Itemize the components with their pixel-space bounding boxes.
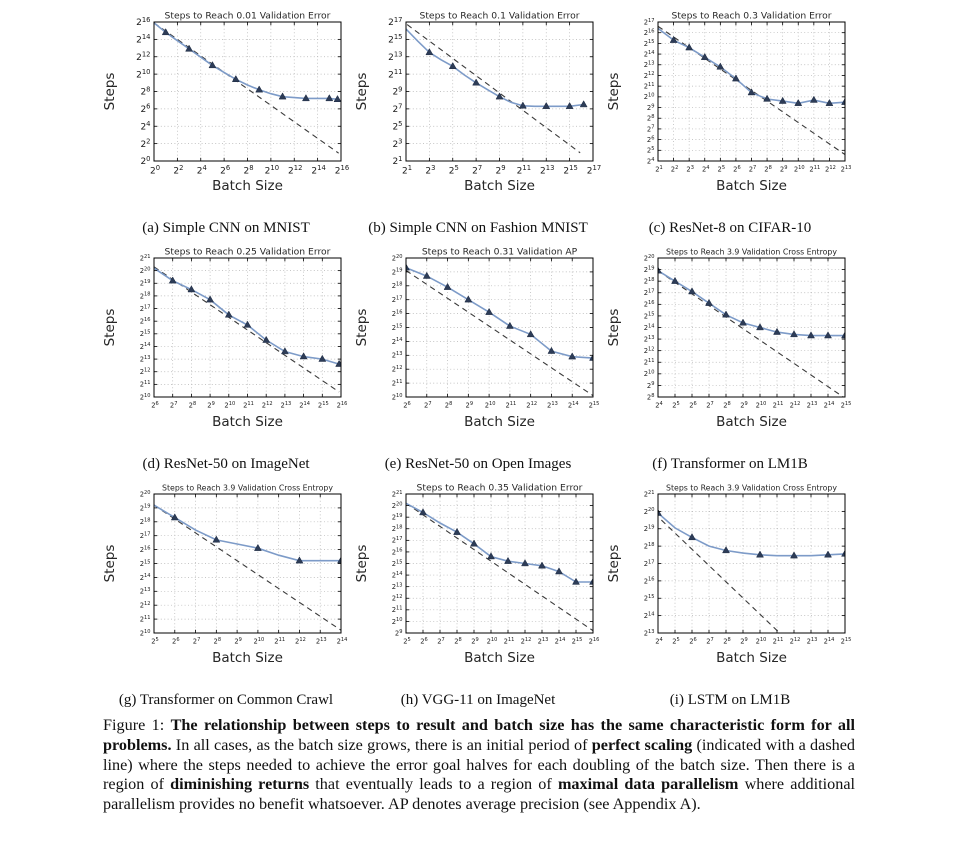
subplot-caption: (h) VGG-11 on ImageNet	[400, 692, 556, 708]
x-tick-label: $2^{13}$	[840, 164, 852, 174]
x-tick-label: $2^{11}$	[503, 636, 515, 646]
data-point-marker	[580, 101, 587, 107]
y-tick-label: $2^{12}$	[139, 600, 151, 610]
y-tick-label: $2^{13}$	[643, 334, 655, 344]
y-tick-label: $2^{15}$	[139, 559, 151, 568]
x-tick-label: $2^5$	[448, 164, 459, 177]
y-tick-label: $2^{16}$	[391, 309, 403, 318]
x-tick-label: $2^6$	[420, 636, 428, 646]
x-tick-label: $2^6$	[689, 400, 697, 410]
grid-lines	[658, 258, 845, 397]
x-tick-label: $2^{12}$	[789, 400, 801, 410]
steps-curve	[658, 513, 845, 556]
x-tick-label: $2^9$	[779, 164, 788, 174]
y-tick-label: $2^{11}$	[139, 614, 151, 624]
y-tick-label: $2^{14}$	[643, 49, 655, 59]
x-tick-label: $2^7$	[192, 636, 201, 646]
x-tick-label: $2^{15}$	[588, 400, 600, 410]
y-tick-label: $2^{15}$	[643, 39, 655, 48]
y-tick-label: $2^{16}$	[643, 300, 655, 309]
x-tick-label: $2^{15}$	[840, 400, 852, 410]
chart-title: Steps to Reach 0.1 Validation Error	[419, 10, 580, 22]
x-axis-label: Batch Size	[716, 178, 787, 194]
subplot-f	[604, 244, 856, 480]
y-tick-label: $2^{21}$	[643, 489, 655, 499]
y-tick-label: $2^{12}$	[136, 50, 151, 63]
x-tick-label: $2^9$	[471, 636, 479, 646]
y-tick-label: $2^{14}$	[139, 573, 151, 582]
y-tick-label: $2^{17}$	[391, 536, 403, 545]
subplot-i	[604, 480, 856, 716]
x-tick-label: $2^9$	[495, 164, 506, 177]
x-tick-label: $2^{14}$	[311, 164, 326, 177]
x-tick-label: $2^3$	[425, 164, 436, 177]
y-tick-label: $2^6$	[646, 135, 655, 144]
steps-curve	[154, 268, 339, 364]
y-tick-label: $2^{16}$	[391, 547, 403, 557]
x-tick-label: $2^{11}$	[516, 164, 532, 177]
y-tick-label: $2^8$	[646, 114, 655, 123]
x-tick-label: $2^{13}$	[315, 636, 327, 646]
caption-text-segment: that eventually leads to a region of	[309, 775, 558, 794]
subplot-d-chart	[100, 244, 352, 444]
x-tick-label: $2^{10}$	[253, 636, 265, 646]
data-point-marker	[670, 36, 677, 42]
x-tick-label: $2^{11}$	[772, 400, 784, 410]
x-tick-label: $2^5$	[717, 164, 726, 174]
x-tick-label: $2^{15}$	[317, 400, 329, 410]
y-tick-label: $2^8$	[140, 85, 151, 98]
y-tick-label: $2^4$	[140, 120, 151, 133]
y-tick-label: $2^{16}$	[136, 15, 151, 29]
x-tick-label: $2^{16}$	[336, 400, 348, 410]
chart-title: Steps to Reach 3.9 Validation Cross Entropy	[666, 483, 837, 493]
y-tick-label: $2^{14}$	[643, 323, 655, 332]
y-tick-label: $2^{20}$	[139, 489, 151, 499]
y-axis-label: Steps	[606, 308, 622, 347]
x-tick-label: $2^{10}$	[755, 400, 767, 410]
steps-curve	[406, 29, 584, 106]
y-tick-label: $2^{13}$	[388, 50, 403, 63]
steps-curve	[658, 271, 845, 336]
subplot-caption: (c) ResNet-8 on CIFAR-10	[648, 220, 812, 236]
x-tick-label: $2^{12}$	[825, 164, 836, 174]
x-tick-label: $2^8$	[243, 164, 254, 177]
chart-title: Steps to Reach 0.35 Validation Error	[416, 482, 583, 494]
grid-lines	[406, 258, 593, 397]
y-tick-label: $2^{17}$	[139, 531, 151, 541]
y-tick-label: $2^{19}$	[391, 267, 403, 277]
y-tick-label: $2^{20}$	[643, 253, 655, 263]
y-tick-label: $2^{19}$	[391, 512, 403, 522]
y-tick-label: $2^{11}$	[391, 378, 403, 388]
chart-title: Steps to Reach 0.3 Validation Error	[671, 10, 832, 22]
x-tick-label: $2^{14}$	[823, 636, 835, 646]
y-tick-label: $2^{14}$	[391, 337, 403, 346]
x-tick-label: $2^8$	[723, 636, 731, 646]
x-tick-label: $2^{12}$	[789, 636, 801, 646]
y-tick-label: $2^5$	[392, 120, 403, 133]
x-tick-label: $2^7$	[169, 400, 178, 410]
y-tick-label: $2^{13}$	[643, 60, 655, 70]
subplot-b-chart	[352, 8, 604, 208]
y-tick-label: $2^{16}$	[643, 576, 655, 586]
y-tick-label: $2^{14}$	[643, 611, 655, 621]
x-tick-label: $2^{13}$	[806, 636, 818, 646]
steps-curve	[154, 23, 338, 99]
data-point-markers	[655, 509, 849, 558]
caption-text-segment: where additional parallelism provides no benefit whatsoever. AP denotes average precision (see Appendix A).	[103, 775, 856, 814]
x-tick-label: $2^9$	[234, 636, 242, 646]
subplot-a-chart	[100, 8, 352, 208]
y-tick-label: $2^{14}$	[139, 342, 151, 351]
y-axis-label: Steps	[102, 308, 118, 347]
grid-lines	[658, 494, 845, 633]
y-tick-label: $2^{18}$	[643, 541, 655, 551]
y-tick-label: $2^0$	[140, 154, 151, 168]
y-tick-label: $2^{10}$	[136, 67, 151, 81]
y-tick-label: $2^9$	[392, 85, 403, 98]
grid-lines	[406, 494, 593, 633]
x-tick-label: $2^{15}$	[840, 636, 852, 646]
y-axis-label: Steps	[102, 544, 118, 583]
x-tick-label: $2^5$	[403, 636, 411, 646]
perfect-scaling-line	[406, 503, 593, 630]
y-tick-label: $2^9$	[646, 381, 655, 390]
caption-bold-segment: The relationship between steps to result and batch size has the same characteristic form for all problems.	[103, 716, 856, 754]
x-tick-label: $2^2$	[173, 164, 184, 177]
x-tick-label: $2^{11}$	[809, 164, 821, 174]
steps-curve	[154, 505, 341, 561]
y-tick-label: $2^{17}$	[391, 295, 403, 305]
x-axis-label: Batch Size	[212, 414, 283, 430]
subplot-g	[100, 480, 352, 716]
x-tick-label: $2^{12}$	[526, 400, 538, 410]
caption-bold-segment: diminishing returns	[170, 775, 310, 794]
x-tick-label: $2^9$	[740, 400, 748, 410]
steps-curve	[406, 503, 593, 582]
x-tick-label: $2^7$	[423, 400, 432, 410]
x-tick-label: $2^{17}$	[586, 164, 602, 177]
y-tick-label: $2^{17}$	[643, 17, 655, 27]
y-tick-label: $2^{10}$	[643, 92, 655, 102]
data-point-marker	[471, 540, 478, 546]
x-tick-label: $2^{12}$	[520, 636, 532, 646]
y-tick-label: $2^{17}$	[139, 304, 151, 313]
y-tick-label: $2^{15}$	[388, 33, 403, 46]
y-tick-label: $2^{15}$	[391, 323, 403, 332]
y-tick-label: $2^{16}$	[643, 28, 655, 38]
y-tick-label: $2^{15}$	[391, 559, 403, 568]
y-tick-label: $2^{20}$	[643, 507, 655, 516]
y-tick-label: $2^{19}$	[643, 265, 655, 274]
y-tick-label: $2^3$	[392, 137, 403, 150]
x-axis-label: Batch Size	[464, 650, 535, 666]
x-tick-label: $2^{15}$	[571, 636, 583, 646]
y-tick-label: $2^6$	[140, 102, 151, 116]
y-tick-label: $2^{12}$	[643, 71, 655, 80]
y-tick-label: $2^{13}$	[139, 587, 151, 596]
x-axis-label: Batch Size	[212, 178, 283, 194]
y-tick-label: $2^{10}$	[391, 617, 403, 626]
caption-text-segment: (indicated with a dashed line) where the steps needed to achieve the error goal halves for each doubling of the batch size. Then there is a region of	[103, 735, 855, 794]
y-axis-label: Steps	[606, 544, 622, 583]
y-tick-label: $2^7$	[646, 124, 655, 134]
y-tick-label: $2^{19}$	[139, 279, 151, 288]
caption-bold-segment: perfect scaling	[591, 735, 693, 754]
chart-title: Steps to Reach 0.01 Validation Error	[164, 10, 331, 22]
y-tick-label: $2^{12}$	[139, 367, 151, 377]
y-tick-label: $2^{13}$	[391, 582, 403, 592]
x-tick-label: $2^8$	[188, 400, 197, 410]
x-tick-label: $2^6$	[403, 400, 411, 410]
y-tick-label: $2^{16}$	[139, 545, 151, 554]
x-tick-label: $2^8$	[723, 400, 731, 410]
y-tick-label: $2^9$	[646, 103, 655, 112]
y-tick-label: $2^{13}$	[643, 628, 655, 638]
perfect-scaling-line	[658, 271, 845, 398]
x-tick-label: $2^7$	[706, 636, 714, 646]
x-tick-label: $2^{12}$	[295, 636, 306, 646]
subplot-h-chart	[352, 480, 604, 680]
x-tick-label: $2^{14}$	[554, 636, 566, 646]
y-tick-label: $2^{12}$	[643, 346, 655, 356]
y-tick-label: $2^{20}$	[139, 266, 151, 276]
x-tick-label: $2^8$	[454, 636, 462, 646]
x-tick-label: $2^8$	[444, 400, 453, 410]
chart-title: Steps to Reach 0.25 Validation Error	[164, 246, 331, 258]
x-tick-label: $2^{13}$	[280, 400, 292, 410]
x-tick-label: $2^5$	[672, 636, 680, 646]
x-tick-label: $2^9$	[207, 400, 215, 410]
x-axis-label: Batch Size	[716, 414, 787, 430]
y-tick-label: $2^{13}$	[391, 351, 403, 360]
y-tick-label: $2^1$	[392, 154, 403, 168]
y-axis-label: Steps	[354, 72, 370, 111]
x-axis-label: Batch Size	[716, 650, 787, 666]
x-tick-label: $2^{12}$	[261, 400, 273, 410]
x-tick-label: $2^5$	[151, 636, 159, 646]
x-tick-label: $2^7$	[748, 164, 757, 174]
y-axis-label: Steps	[354, 544, 370, 583]
x-tick-label: $2^{13}$	[806, 400, 818, 410]
subplot-caption: (d) ResNet-50 on ImageNet	[142, 456, 310, 472]
grid-lines	[406, 22, 593, 161]
subplot-g-chart	[100, 480, 352, 680]
y-tick-label: $2^4$	[646, 156, 655, 166]
x-tick-label: $2^6$	[689, 636, 697, 646]
x-tick-label: $2^1$	[655, 164, 663, 174]
y-tick-label: $2^{20}$	[391, 501, 403, 510]
y-tick-label: $2^8$	[646, 392, 655, 402]
x-tick-label: $2^{14}$	[336, 636, 348, 646]
subplot-h	[352, 480, 604, 716]
x-tick-label: $2^{11}$	[274, 636, 286, 646]
y-tick-label: $2^{10}$	[643, 369, 655, 379]
y-tick-label: $2^{11}$	[643, 358, 655, 367]
x-tick-label: $2^{16}$	[334, 164, 350, 177]
y-tick-label: $2^{17}$	[388, 15, 403, 29]
x-tick-label: $2^1$	[401, 164, 413, 177]
caption-text-segment: In all cases, as the batch size grows, there is an initial period of	[171, 735, 592, 754]
y-tick-label: $2^{10}$	[391, 392, 403, 402]
x-tick-label: $2^5$	[672, 400, 680, 410]
x-tick-label: $2^{14}$	[299, 400, 311, 410]
y-tick-label: $2^5$	[646, 146, 655, 155]
data-point-markers	[169, 277, 342, 367]
x-tick-label: $2^0$	[149, 164, 161, 177]
subplot-caption: (b) Simple CNN on Fashion MNIST	[368, 220, 588, 236]
y-tick-label: $2^{20}$	[391, 253, 403, 263]
perfect-scaling-line	[154, 23, 339, 153]
x-tick-label: $2^{10}$	[755, 636, 767, 646]
chart-title: Steps to Reach 0.31 Validation AP	[421, 246, 578, 258]
x-tick-label: $2^{12}$	[288, 164, 303, 177]
data-point-markers	[655, 267, 849, 338]
x-tick-label: $2^7$	[437, 636, 445, 646]
x-tick-label: $2^7$	[472, 164, 483, 177]
y-tick-label: $2^{19}$	[643, 524, 655, 534]
y-tick-label: $2^{17}$	[643, 288, 655, 298]
x-tick-label: $2^{10}$	[484, 400, 496, 410]
y-tick-label: $2^{18}$	[391, 524, 403, 534]
x-tick-label: $2^{13}$	[547, 400, 558, 410]
subplot-d	[100, 244, 352, 480]
subplot-b	[352, 8, 604, 244]
x-tick-label: $2^{11}$	[505, 400, 517, 410]
grid-lines	[154, 494, 341, 633]
perfect-scaling-line	[407, 25, 580, 153]
figure-caption	[103, 716, 855, 815]
y-axis-label: Steps	[606, 72, 622, 111]
subplot-c-chart	[604, 8, 856, 208]
subplot-caption: (i) LSTM on LM1B	[669, 692, 791, 708]
subplot-caption: (f) Transformer on LM1B	[652, 456, 808, 472]
y-tick-label: $2^2$	[140, 137, 151, 150]
subplot-e	[352, 244, 604, 480]
subplot-caption: (e) ResNet-50 on Open Images	[384, 456, 572, 472]
y-tick-label: $2^9$	[394, 628, 403, 638]
y-tick-label: $2^{16}$	[139, 316, 151, 326]
y-tick-label: $2^7$	[392, 102, 403, 116]
y-tick-label: $2^{18}$	[391, 281, 403, 291]
x-tick-label: $2^9$	[740, 636, 748, 646]
y-tick-label: $2^{13}$	[139, 354, 151, 364]
x-tick-label: $2^{16}$	[588, 636, 600, 646]
y-tick-label: $2^{11}$	[388, 67, 403, 81]
x-tick-label: $2^{10}$	[486, 636, 498, 646]
y-tick-label: $2^{15}$	[643, 311, 655, 321]
subplot-caption: (g) Transformer on Common Crawl	[118, 692, 334, 708]
x-tick-label: $2^{15}$	[563, 164, 578, 177]
x-tick-label: $2^6$	[733, 164, 741, 174]
caption-bold-segment: maximal data parallelism	[557, 775, 739, 794]
data-point-marker	[488, 553, 495, 559]
y-tick-label: $2^{12}$	[391, 594, 403, 603]
y-tick-label: $2^{18}$	[139, 517, 151, 527]
x-tick-label: $2^4$	[196, 164, 207, 177]
y-tick-label: $2^{19}$	[139, 503, 151, 513]
y-tick-label: $2^{10}$	[139, 392, 151, 402]
y-tick-label: $2^{18}$	[643, 276, 655, 286]
subplot-f-chart	[604, 244, 856, 444]
x-tick-label: $2^6$	[151, 400, 159, 410]
x-axis-label: Batch Size	[212, 650, 283, 666]
x-tick-label: $2^{11}$	[772, 636, 784, 646]
chart-title: Steps to Reach 3.9 Validation Cross Entropy	[666, 247, 837, 257]
subplot-e-chart	[352, 244, 604, 444]
figure-grid	[100, 8, 856, 716]
caption-text-segment: Figure 1:	[103, 716, 171, 734]
perfect-scaling-line	[154, 505, 341, 630]
subplot-caption: (a) Simple CNN on MNIST	[142, 220, 310, 236]
x-tick-label: $2^4$	[655, 400, 663, 410]
y-tick-label: $2^{11}$	[391, 605, 403, 615]
x-tick-label: $2^8$	[764, 164, 772, 174]
x-axis-label: Batch Size	[464, 414, 535, 430]
y-tick-label: $2^{11}$	[643, 81, 655, 91]
y-axis-label: Steps	[102, 72, 118, 111]
perfect-scaling-line	[406, 271, 593, 396]
x-tick-label: $2^{14}$	[567, 400, 579, 410]
y-tick-label: $2^{21}$	[391, 489, 403, 499]
y-axis-label: Steps	[354, 308, 370, 347]
y-tick-label: $2^{10}$	[139, 628, 151, 638]
x-tick-label: $2^{11}$	[243, 400, 254, 410]
x-tick-label: $2^{14}$	[823, 400, 835, 410]
x-tick-label: $2^2$	[670, 164, 679, 174]
y-tick-label: $2^{17}$	[643, 559, 655, 568]
x-tick-label: $2^{10}$	[793, 164, 805, 174]
x-tick-label: $2^6$	[171, 636, 180, 646]
y-tick-label: $2^{12}$	[391, 364, 403, 374]
steps-curve	[406, 268, 593, 358]
y-tick-label: $2^{15}$	[139, 329, 151, 339]
x-tick-label: $2^{10}$	[224, 400, 236, 410]
x-tick-label: $2^{13}$	[537, 636, 549, 646]
subplot-a	[100, 8, 352, 244]
x-tick-label: $2^3$	[686, 164, 694, 174]
y-tick-label: $2^{21}$	[139, 253, 151, 263]
y-tick-label: $2^{18}$	[139, 291, 151, 301]
y-tick-label: $2^{11}$	[139, 380, 151, 389]
x-tick-label: $2^4$	[655, 636, 663, 646]
x-tick-label: $2^9$	[465, 400, 474, 410]
chart-title: Steps to Reach 3.9 Validation Cross Entropy	[162, 483, 333, 493]
x-tick-label: $2^4$	[701, 164, 710, 174]
x-tick-label: $2^6$	[220, 164, 231, 177]
x-tick-label: $2^8$	[213, 636, 222, 646]
x-tick-label: $2^{13}$	[540, 164, 555, 177]
x-axis-label: Batch Size	[464, 178, 535, 194]
subplot-c	[604, 8, 856, 244]
y-tick-label: $2^{15}$	[643, 594, 655, 603]
x-tick-label: $2^{10}$	[264, 164, 280, 177]
y-tick-label: $2^{14}$	[136, 33, 151, 46]
y-tick-label: $2^{14}$	[391, 570, 403, 580]
x-tick-label: $2^7$	[706, 400, 714, 410]
subplot-i-chart	[604, 480, 856, 680]
